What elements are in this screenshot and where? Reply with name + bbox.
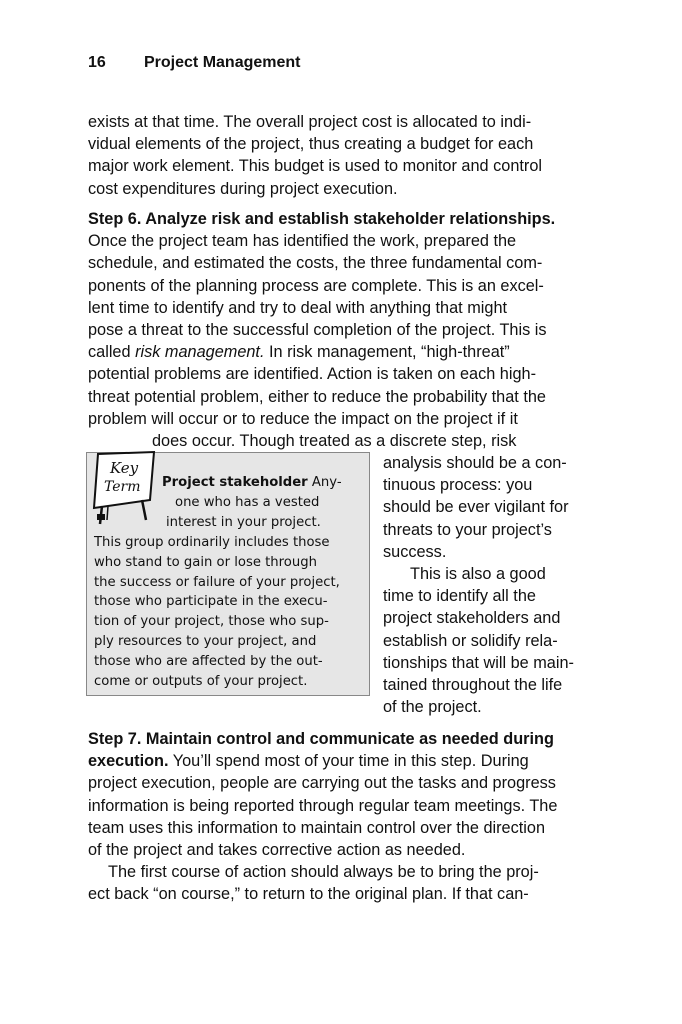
running-header: [88, 54, 300, 72]
text-line: establish or solidify rela-: [383, 631, 558, 650]
text-line: tionships that will be main-: [383, 653, 574, 672]
text-fragment: Any-: [307, 475, 342, 490]
text-line: exists at that time. The overall project cost is allocated to indi-: [88, 113, 532, 131]
text-line: The first course of action should always be to bring the proj-: [108, 863, 539, 882]
step7-section: [88, 728, 596, 906]
sidebar-line: one who has a vested: [175, 495, 320, 510]
step6-section: [88, 208, 596, 452]
text-line: Once the project team has identified the work, prepared the: [88, 232, 517, 251]
text-line: should be ever vigilant for: [383, 498, 569, 517]
text-line: ponents of the planning process are complete. This is an excel-: [88, 276, 544, 295]
step7-heading-end: execution.: [88, 752, 169, 771]
text-line: tained throughout the life: [383, 676, 563, 695]
text-line: major work element. This budget is used to monitor and control: [88, 157, 542, 176]
key-term-icon-text-bottom: Term: [104, 479, 141, 495]
text-line: potential problems are identified. Action is taken on each high-: [88, 365, 537, 384]
text-line: This is also a good: [410, 565, 546, 584]
sidebar-line: interest in your project.: [166, 515, 321, 530]
page-number: 16: [88, 54, 106, 71]
text-fragment: called: [88, 343, 136, 362]
text-line: threats to your project’s: [383, 520, 552, 539]
text-line: threat potential problem, either to reduce the probability that the: [88, 387, 546, 406]
text-line: tinuous process: you: [383, 476, 533, 495]
sidebar-line: This group ordinarily includes those: [94, 535, 330, 550]
key-term-icon-text-top: Key: [110, 459, 139, 477]
key-term-icon: [88, 448, 160, 526]
text-line: vidual elements of the project, thus creating a budget for each: [88, 135, 534, 154]
text-line: project execution, people are carrying out the tasks and progress: [88, 774, 556, 793]
text-line: does occur. Though treated as a discrete step, risk: [152, 432, 517, 451]
text-line: schedule, and estimated the costs, the three fundamental com-: [88, 254, 543, 273]
sidebar-line: tion of your project, those who sup-: [94, 614, 329, 630]
text-line: success.: [383, 542, 447, 561]
text-line: problem will occur or to reduce the impact on the project if it: [88, 409, 518, 428]
sidebar-term-line: [162, 473, 342, 493]
text-line: [88, 341, 596, 363]
paragraph-cost: [88, 111, 596, 200]
sidebar-line: who stand to gain or lose through: [94, 554, 317, 570]
text-fragment: In risk management, “high-threat”: [264, 343, 510, 362]
sidebar-line: those who are affected by the out-: [94, 653, 323, 669]
sidebar-body: [94, 533, 340, 691]
text-line: [88, 750, 596, 772]
text-line: analysis should be a con-: [383, 454, 567, 472]
text-line: lent time to identify and try to deal with anything that might: [88, 298, 508, 317]
text-fragment: You’ll spend most of your time in this step. During: [168, 752, 529, 771]
sidebar-line: the success or failure of your project,: [94, 574, 340, 590]
text-line: time to identify all the: [383, 587, 536, 606]
term-emphasis: risk management.: [135, 343, 265, 362]
text-line: information is being reported through regular team meetings. The: [88, 796, 558, 815]
sidebar-line: come or outputs of your project.: [94, 673, 308, 689]
text-line: of the project and takes corrective action as needed.: [88, 841, 466, 860]
text-line: project stakeholders and: [383, 609, 561, 628]
sidebar-term: Project stakeholder: [162, 475, 308, 490]
sidebar-line: ply resources to your project, and: [94, 633, 317, 649]
step6-heading: Step 6. Analyze risk and establish stakeholder relationships.: [88, 210, 556, 228]
step6-right-column: [383, 452, 603, 718]
text-line: of the project.: [383, 698, 482, 717]
text-line: cost expenditures during project execution.: [88, 179, 398, 198]
running-title: Project Management: [144, 54, 301, 71]
sidebar-line: those who participate in the execu-: [94, 594, 328, 610]
text-line: ect back “on course,” to return to the original plan. If that can-: [88, 885, 529, 904]
text-line: team uses this information to maintain control over the direction: [88, 818, 546, 837]
step7-heading: Step 7. Maintain control and communicate as needed during: [88, 730, 554, 748]
text-line: pose a threat to the successful completion of the project. This is: [88, 321, 547, 340]
